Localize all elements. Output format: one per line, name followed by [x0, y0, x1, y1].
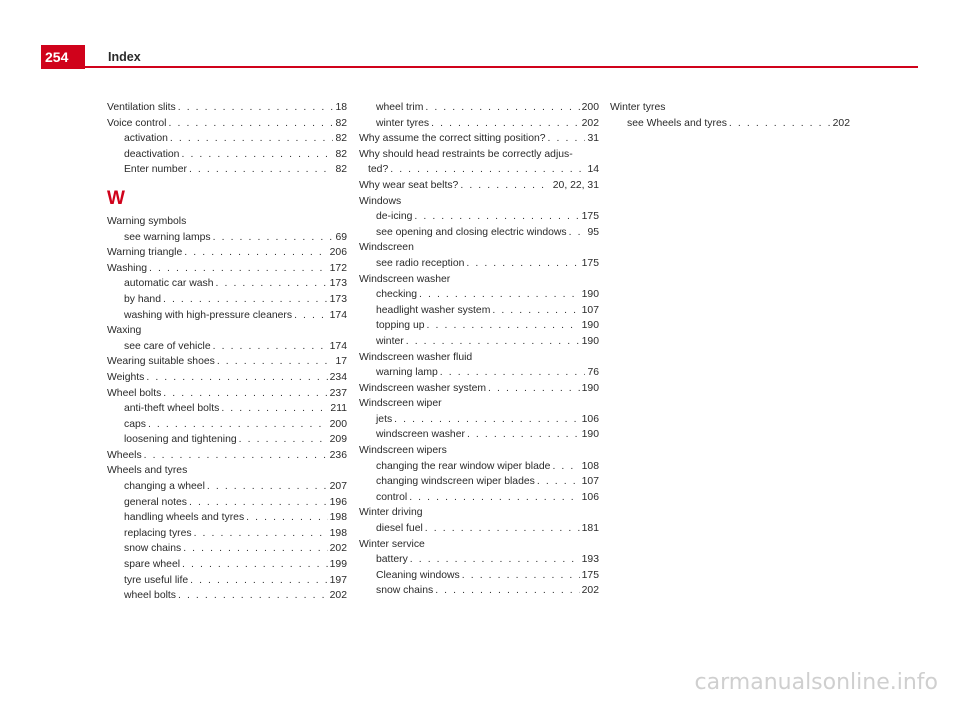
index-subentry	[359, 318, 599, 334]
index-subentry	[107, 510, 347, 526]
dot-leader	[163, 292, 328, 308]
dot-leader	[440, 365, 586, 381]
index-subentry	[359, 568, 599, 584]
page-reference: 106	[581, 413, 599, 425]
entry-term: see opening and closing electric windows	[376, 226, 567, 238]
entry-term: by hand	[124, 293, 161, 305]
index-entry	[359, 443, 599, 459]
page-reference: 82	[335, 148, 347, 160]
entry-term: winter tyres	[376, 117, 430, 129]
page-reference: 202	[329, 590, 347, 602]
entry-term: handling wheels and tyres	[124, 512, 245, 524]
dot-leader	[467, 427, 580, 443]
entry-term: wheel bolts	[124, 590, 176, 602]
dot-leader	[207, 479, 328, 495]
dot-leader	[435, 583, 579, 599]
index-subentry	[107, 162, 347, 178]
index-subentry	[359, 552, 599, 568]
index-entry	[359, 194, 599, 210]
dot-leader	[406, 334, 580, 350]
dot-leader	[431, 116, 580, 132]
dot-leader	[178, 588, 328, 604]
index-subentry	[107, 526, 347, 542]
page-reference: 190	[581, 429, 599, 441]
index-entry	[107, 245, 347, 261]
index-entry	[359, 350, 599, 366]
index-subentry	[107, 131, 347, 147]
index-subentry	[359, 287, 599, 303]
index-entry	[107, 463, 347, 479]
index-subentry	[359, 365, 599, 381]
page-reference: 18	[335, 102, 347, 113]
page-reference: 108	[581, 460, 599, 472]
entry-term: replacing tyres	[124, 527, 192, 539]
dot-leader	[148, 417, 328, 433]
dot-leader	[409, 490, 579, 506]
index-subentry	[107, 495, 347, 511]
dot-leader	[537, 474, 580, 490]
entry-term: Windscreen wiper	[359, 398, 442, 410]
dot-leader	[394, 412, 579, 428]
dot-leader	[462, 568, 580, 584]
page-reference: 234	[329, 371, 347, 383]
index-subentry	[107, 339, 347, 355]
entry-term: see care of vehicle	[124, 340, 211, 352]
entry-term: Windscreen washer system	[359, 382, 487, 394]
entry-term: Windows	[359, 195, 402, 207]
entry-term: changing a wheel	[124, 481, 205, 493]
page-reference: 107	[581, 476, 599, 488]
dot-leader	[217, 354, 334, 370]
page-reference: 209	[329, 434, 347, 446]
entry-term: diesel fuel	[376, 523, 423, 535]
dot-leader	[213, 339, 328, 355]
entry-term: anti-theft wheel bolts	[124, 403, 220, 415]
entry-term: washing with high-pressure cleaners	[124, 309, 293, 321]
entry-term: Wheels and tyres	[107, 465, 188, 477]
dot-leader	[170, 131, 334, 147]
page-reference: 95	[587, 226, 599, 238]
page-reference: 202	[832, 117, 850, 129]
dot-leader	[729, 116, 831, 132]
index-subentry	[359, 256, 599, 272]
index-subentry	[359, 209, 599, 225]
page-header	[0, 0, 960, 70]
dot-leader	[189, 495, 328, 511]
index-subentry	[359, 459, 599, 475]
index-subentry	[107, 401, 347, 417]
page-number: 254	[41, 45, 85, 69]
dot-leader	[216, 276, 328, 292]
entry-term: Wheels	[107, 449, 142, 461]
page-reference: 107	[581, 304, 599, 316]
page-reference: 14	[587, 164, 599, 176]
page-reference: 202	[581, 117, 599, 129]
index-subentry	[107, 417, 347, 433]
dot-leader	[460, 178, 550, 194]
index-entry-line: Why should head restraints be correctly adjus-	[359, 148, 573, 160]
page-reference: 175	[581, 211, 599, 223]
index-entry	[359, 272, 599, 288]
index-entry	[359, 537, 599, 553]
index-entry	[359, 505, 599, 521]
page-reference: 206	[329, 247, 347, 259]
index-entry	[107, 354, 347, 370]
index-subentry	[359, 303, 599, 319]
dot-leader	[194, 526, 328, 542]
dot-leader	[181, 147, 333, 163]
page-reference: 236	[329, 449, 347, 461]
dot-leader	[213, 230, 334, 246]
entry-term: deactivation	[124, 148, 180, 160]
dot-leader	[419, 287, 580, 303]
page-reference: 202	[581, 585, 599, 597]
page-reference: 190	[581, 320, 599, 332]
index-subentry	[359, 412, 599, 428]
entry-term: wheel trim	[376, 102, 424, 113]
page-reference: 173	[329, 293, 347, 305]
dot-leader	[149, 261, 328, 277]
index-entry	[359, 240, 599, 256]
dot-leader	[552, 459, 579, 475]
index-subentry	[359, 521, 599, 537]
entry-term: snow chains	[376, 585, 434, 597]
entry-term: changing the rear window wiper blade	[376, 460, 551, 472]
entry-term: Enter number	[124, 164, 187, 176]
page-reference: 175	[581, 569, 599, 581]
page-reference: 82	[335, 133, 347, 145]
dot-leader	[144, 448, 328, 464]
page-reference: 175	[581, 257, 599, 269]
entry-term: windscreen washer	[376, 429, 465, 441]
page-reference: 199	[329, 559, 347, 571]
index-entry	[107, 116, 347, 132]
index-subentry	[359, 427, 599, 443]
dot-leader	[182, 557, 328, 573]
page-reference: 237	[329, 387, 347, 399]
dot-leader	[425, 521, 580, 537]
page-reference: 173	[329, 278, 347, 290]
entry-term: changing windscreen wiper blades	[376, 476, 535, 488]
page-reference: 197	[329, 574, 347, 586]
entry-term: Weights	[107, 371, 145, 383]
watermark: carmanualsonline.info	[694, 670, 938, 695]
header-rule	[41, 66, 918, 68]
index-subentry	[610, 116, 850, 132]
page-reference: 17	[335, 356, 347, 368]
entry-term: see radio reception	[376, 257, 465, 269]
index-entry	[107, 323, 347, 339]
entry-term: Why wear seat belts?	[359, 179, 459, 191]
page-reference: 190	[581, 382, 599, 394]
entry-term: Windscreen	[359, 242, 414, 254]
dot-leader	[183, 541, 327, 557]
entry-term: warning lamp	[376, 367, 438, 379]
index-entry	[359, 178, 599, 194]
entry-term: Voice control	[107, 117, 167, 129]
page-reference: 190	[581, 335, 599, 347]
dot-leader	[492, 303, 579, 319]
dot-leader	[163, 386, 327, 402]
index-entry	[610, 100, 850, 116]
index-subentry	[107, 557, 347, 573]
page-reference: 211	[330, 403, 347, 415]
entry-term: Winter service	[359, 538, 425, 550]
index-subentry	[359, 162, 599, 178]
entry-term: spare wheel	[124, 559, 181, 571]
index-subentry	[359, 583, 599, 599]
entry-term: loosening and tightening	[124, 434, 237, 446]
entry-term: Windscreen washer	[359, 273, 451, 285]
page-reference: 106	[581, 491, 599, 503]
dot-leader	[169, 116, 334, 132]
entry-term: Windscreen washer fluid	[359, 351, 473, 363]
index-subentry	[107, 573, 347, 589]
entry-term: Washing	[107, 262, 148, 274]
index-subentry	[107, 479, 347, 495]
entry-term: checking	[376, 289, 418, 301]
index-subentry	[359, 116, 599, 132]
entry-term: ted?	[368, 164, 389, 176]
dot-leader	[239, 432, 328, 448]
dot-leader	[146, 370, 327, 386]
dot-leader	[548, 131, 586, 147]
index-entry	[107, 370, 347, 386]
entry-term: activation	[124, 133, 168, 145]
page-reference: 82	[335, 164, 347, 176]
entry-term: Warning symbols	[107, 215, 187, 227]
index-subentry	[107, 588, 347, 604]
dot-leader	[425, 100, 579, 116]
index-entry	[359, 131, 599, 147]
page-reference: 31	[587, 133, 599, 145]
index-letter-heading: W	[107, 187, 125, 209]
entry-term: battery	[376, 554, 408, 566]
entry-term: Winter tyres	[610, 102, 666, 113]
page-reference: 69	[335, 231, 347, 243]
dot-leader	[221, 401, 328, 417]
index-subentry	[359, 100, 599, 116]
entry-term: Windscreen wipers	[359, 445, 447, 457]
page-reference: 20, 22, 31	[552, 179, 599, 191]
page-reference: 172	[329, 262, 347, 274]
page-reference: 174	[329, 309, 347, 321]
entry-term: control	[376, 491, 408, 503]
index-column-2	[359, 100, 599, 599]
page-reference: 198	[329, 512, 347, 524]
index-subentry	[107, 147, 347, 163]
page-reference: 193	[581, 554, 599, 566]
index-entry	[359, 396, 599, 412]
section-title: Index	[108, 50, 141, 64]
entry-term: tyre useful life	[124, 574, 189, 586]
index-subentry	[359, 474, 599, 490]
entry-term: Why assume the correct sitting position?	[359, 133, 546, 145]
entry-term: see warning lamps	[124, 231, 211, 243]
entry-term: Wheel bolts	[107, 387, 162, 399]
entry-term: Waxing	[107, 325, 142, 337]
page-reference: 76	[587, 367, 599, 379]
index-entry	[107, 261, 347, 277]
page-reference: 181	[581, 523, 599, 535]
dot-leader	[190, 573, 328, 589]
entry-term: Warning triangle	[107, 247, 183, 259]
index-subentry	[107, 276, 347, 292]
index-subentry	[107, 230, 347, 246]
entry-term: jets	[376, 413, 393, 425]
page-reference: 198	[329, 527, 347, 539]
page-reference: 200	[581, 102, 599, 113]
dot-leader	[184, 245, 327, 261]
entry-term: see Wheels and tyres	[627, 117, 727, 129]
dot-leader	[178, 100, 334, 116]
entry-term: automatic car wash	[124, 278, 214, 290]
page-reference: 200	[329, 418, 347, 430]
index-entry	[359, 381, 599, 397]
dot-leader	[414, 209, 579, 225]
entry-term: headlight washer system	[376, 304, 491, 316]
index-entry	[107, 386, 347, 402]
entry-term: de-icing	[376, 211, 413, 223]
dot-leader	[294, 308, 328, 324]
index-subentry	[107, 432, 347, 448]
dot-leader	[246, 510, 328, 526]
page-reference: 174	[329, 340, 347, 352]
index-entry	[107, 448, 347, 464]
page-reference: 190	[581, 289, 599, 301]
entry-term: Cleaning windows	[376, 569, 460, 581]
entry-term: caps	[124, 418, 146, 430]
index-column-1	[107, 100, 347, 604]
page-reference: 196	[329, 496, 347, 508]
entry-term: topping up	[376, 320, 425, 332]
entry-term: snow chains	[124, 543, 182, 555]
index-column-3	[610, 100, 850, 131]
index-subentry	[107, 308, 347, 324]
dot-leader	[569, 225, 586, 241]
entry-term: general notes	[124, 496, 187, 508]
index-subentry	[107, 541, 347, 557]
index-subentry	[107, 292, 347, 308]
page-reference: 207	[329, 481, 347, 493]
dot-leader	[189, 162, 333, 178]
index-subentry	[359, 490, 599, 506]
dot-leader	[410, 552, 580, 568]
page-reference: 82	[335, 117, 347, 129]
dot-leader	[466, 256, 579, 272]
index-subentry	[359, 225, 599, 241]
dot-leader	[488, 381, 580, 397]
page-reference: 202	[329, 543, 347, 555]
entry-term: Ventilation slits	[107, 102, 176, 113]
entry-term: Winter driving	[359, 507, 423, 519]
dot-leader	[427, 318, 580, 334]
entry-term: Wearing suitable shoes	[107, 356, 215, 368]
index-entry	[107, 100, 347, 116]
dot-leader	[390, 162, 585, 178]
index-entry	[107, 214, 347, 230]
entry-term: winter	[376, 335, 404, 347]
index-subentry	[359, 334, 599, 350]
